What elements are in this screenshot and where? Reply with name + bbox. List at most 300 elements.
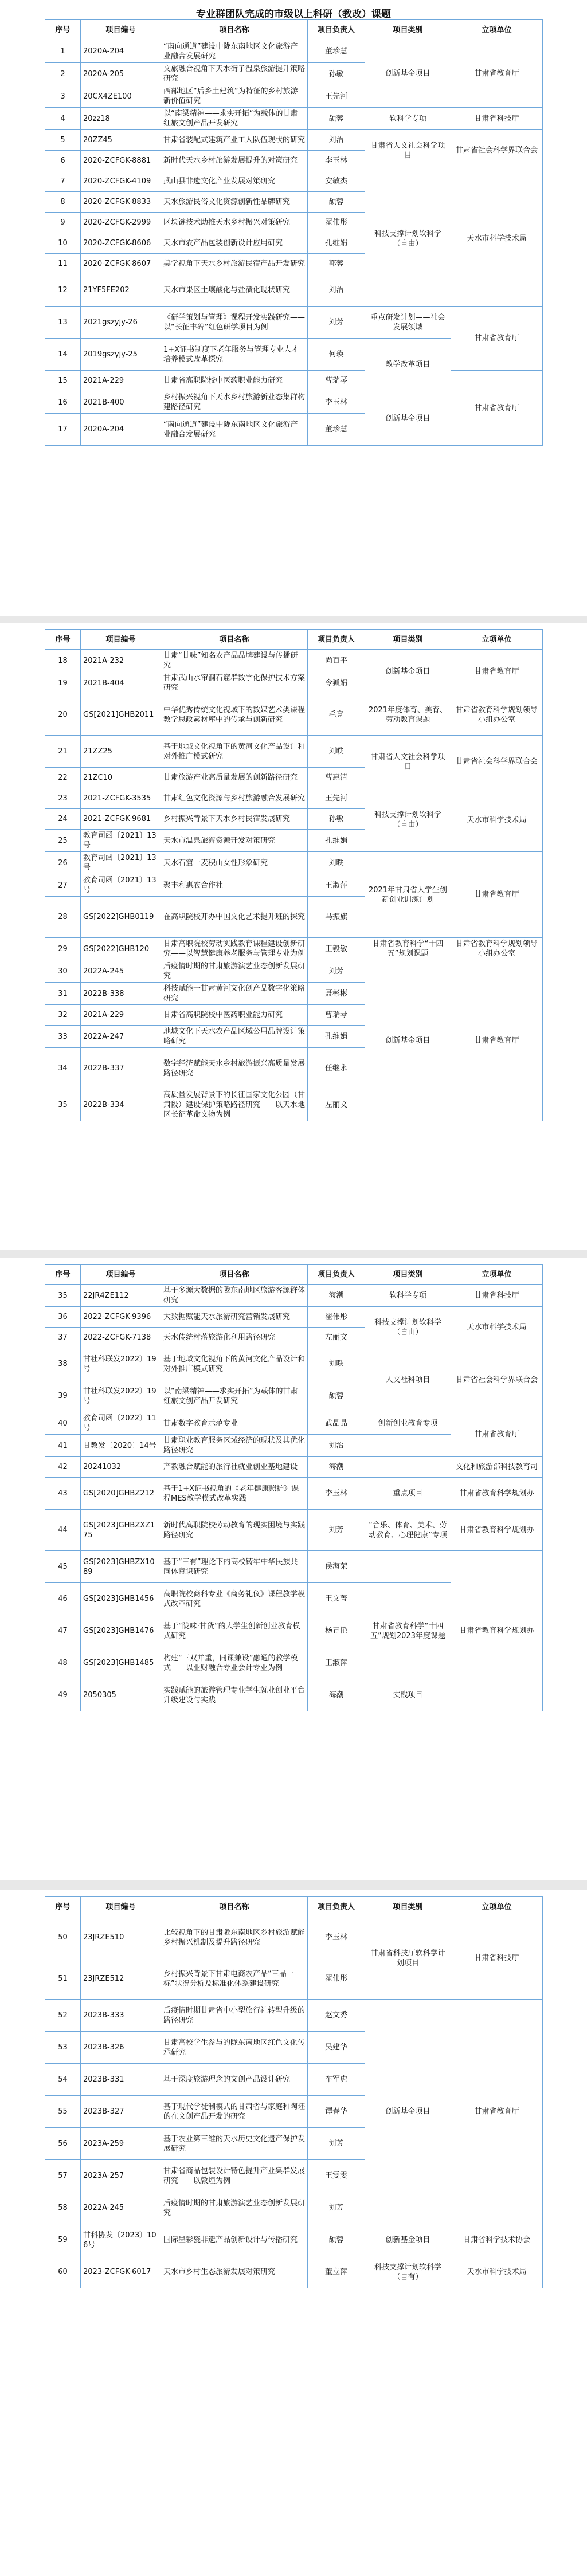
cell-name: 基于地域文化视角下的黄河文化产品设计和对外推广模式研究 (161, 1348, 308, 1380)
column-header-unit: 立项单位 (451, 1265, 543, 1285)
column-header-unit: 立项单位 (451, 1897, 543, 1917)
cell-code: 2021A-229 (81, 371, 161, 391)
cell-name: 天水石窟一麦积山女性形象研究 (161, 852, 308, 874)
cell-lead: 刘昳 (308, 852, 365, 874)
cell-code: 甘社科联发2022〕19号 (81, 1380, 161, 1412)
cell-lead: 车军虎 (308, 2064, 365, 2096)
cell-code: 甘科协发〔2023〕106号 (81, 2224, 161, 2256)
cell-lead: 孔维娟 (308, 1026, 365, 1048)
cell-code: 2021gszyjy-26 (81, 307, 161, 339)
cell-code: GS[2023]GHB1485 (81, 1647, 161, 1679)
cell-unit: 甘肃省科技厅 (451, 108, 543, 130)
cell-name: 高质量发展背景下的长征国家文化公园（甘肃段）建设保护策略路径研究——以天水地区长征革命文物为例 (161, 1089, 308, 1121)
cell-cat: 软科学专项 (365, 1285, 451, 1307)
cell-name: 中华优秀传统文化视域下的数媒艺术类课程教学思政素材库中的传承与创新研究 (161, 694, 308, 736)
cell-name: 构建“三双并重，同课兼设”融通的教学模式——以业财融合专业会计专业为例 (161, 1647, 308, 1679)
cell-lead: 刘昳 (308, 736, 365, 768)
column-header-no: 序号 (45, 1897, 81, 1917)
cell-code: 23JRZE510 (81, 1917, 161, 1958)
cell-code: 2019gszyjy-25 (81, 339, 161, 371)
cell-lead: 侯海荣 (308, 1551, 365, 1583)
table-row (45, 1551, 543, 1583)
cell-lead: 董珍慧 (308, 414, 365, 446)
cell-code: GS[2020]GHBZ212 (81, 1478, 161, 1510)
cell-code: 甘教发〔2020〕14号 (81, 1435, 161, 1457)
cell-code: 2020A-205 (81, 63, 161, 85)
cell-lead: 武晶晶 (308, 1412, 365, 1435)
cell-lead: 左丽文 (308, 1328, 365, 1348)
cell-unit: 甘肃省社会科学界联合会 (451, 1348, 543, 1412)
column-header-cat: 项目类别 (365, 1265, 451, 1285)
cell-code: 2020-ZCFGK-8881 (81, 151, 161, 171)
cell-cat: 科技支撑计划软科学（自由） (365, 788, 451, 852)
cell-lead: 赵文秀 (308, 2000, 365, 2032)
cell-lead: 颉蓉 (308, 2224, 365, 2256)
cell-cat: 重点项目 (365, 1478, 451, 1510)
cell-no: 60 (45, 2256, 81, 2288)
cell-name: 天水旅游民俗文化资源创新性品牌研究 (161, 192, 308, 213)
cell-name: 后疫情时期的甘肃旅游演艺业态创新发展研究 (161, 2192, 308, 2224)
cell-code: 2022B-334 (81, 1089, 161, 1121)
cell-no: 56 (45, 2128, 81, 2160)
project-table-page-1 (45, 19, 543, 446)
cell-code: 2021B-404 (81, 672, 161, 694)
cell-code: 2023B-327 (81, 2096, 161, 2128)
cell-code: 2023-ZCFGK-6017 (81, 2256, 161, 2288)
cell-no: 29 (45, 938, 81, 960)
cell-code: GS[2021]GHB2011 (81, 694, 161, 736)
cell-cat: 创新基金项目 (365, 2000, 451, 2224)
cell-unit: 甘肃省教育厅 (451, 650, 543, 694)
cell-name: 甘肃数字教育示范专业 (161, 1412, 308, 1435)
cell-code: 2020A-204 (81, 40, 161, 63)
cell-lead: 王先河 (308, 788, 365, 809)
cell-lead: 孙敏 (308, 809, 365, 830)
cell-code: 22JR4ZE112 (81, 1285, 161, 1307)
cell-name: 甘肃省装配式建筑产业工人队伍现状的研究 (161, 130, 308, 151)
cell-lead: 王淑萍 (308, 1647, 365, 1679)
cell-name: 比较视角下的甘肃陇东南地区乡村旅游赋能乡村振兴机制及提升路径研究 (161, 1917, 308, 1958)
column-header-unit: 立项单位 (451, 20, 543, 40)
cell-unit: 甘肃省教育科学规划办 (451, 1551, 543, 1711)
cell-unit: 甘肃省教育厅 (451, 852, 543, 938)
cell-name: 甘肃职业教育服务区域经济的现状及其优化路径研究 (161, 1435, 308, 1457)
cell-cat: 科技支撑计划软科学（自由） (365, 171, 451, 307)
cell-no: 30 (45, 960, 81, 983)
cell-no: 10 (45, 233, 81, 254)
cell-no: 39 (45, 1380, 81, 1412)
cell-cat: 创新基金项目 (365, 650, 451, 694)
cell-code: 2020-ZCFGK-8833 (81, 192, 161, 213)
cell-lead: 谭春华 (308, 2096, 365, 2128)
cell-no: 25 (45, 830, 81, 852)
column-header-lead: 项目负责人 (308, 1265, 365, 1285)
cell-lead: 刘芳 (308, 2192, 365, 2224)
table-row (45, 130, 543, 151)
table-row (45, 1412, 543, 1435)
page-gap (0, 1880, 587, 1890)
cell-cat: 科技支撑计划软科学（自有） (365, 2256, 451, 2288)
cell-no: 1 (45, 40, 81, 63)
cell-code: 21ZZ25 (81, 736, 161, 768)
table-row (45, 2256, 543, 2288)
column-header-lead: 项目负责人 (308, 630, 365, 650)
cell-code: GS[2023]GHBZX1089 (81, 1551, 161, 1583)
cell-lead: 颉蓉 (308, 192, 365, 213)
cell-name: 实践赋能的旅游管理专业学生就业创业平台升级建设与实践 (161, 1679, 308, 1711)
cell-no: 51 (45, 1958, 81, 2000)
table-header-row (45, 630, 543, 650)
table-header-row (45, 1265, 543, 1285)
cell-no: 26 (45, 852, 81, 874)
cell-no: 27 (45, 874, 81, 897)
table-row (45, 1457, 543, 1478)
cell-code: 2020-ZCFGK-8606 (81, 233, 161, 254)
cell-code: 甘社科联发2022〕19号 (81, 1348, 161, 1380)
cell-no: 43 (45, 1478, 81, 1510)
cell-code: 2022A-245 (81, 960, 161, 983)
cell-no: 19 (45, 672, 81, 694)
cell-lead: 令狐娟 (308, 672, 365, 694)
cell-code: 2022A-245 (81, 2192, 161, 2224)
column-header-name: 项目名称 (161, 1265, 308, 1285)
cell-lead: 刘芳 (308, 960, 365, 983)
cell-name: 基于农业第三维的天水历史文化遗产保护发展研究 (161, 2128, 308, 2160)
cell-no: 15 (45, 371, 81, 391)
cell-no: 41 (45, 1435, 81, 1457)
cell-cat (365, 1551, 451, 1583)
cell-no: 18 (45, 650, 81, 672)
cell-code: 2023B-326 (81, 2032, 161, 2064)
cell-name: 基于现代学徒制模式的甘肃省与家庭和陶坯的在文创产品开发的研究 (161, 2096, 308, 2128)
cell-name: 产教融合赋能的旅行社就业创业基地建设 (161, 1457, 308, 1478)
cell-lead: 翟伟彤 (308, 1307, 365, 1328)
cell-no: 28 (45, 897, 81, 938)
cell-lead: 孔维娟 (308, 830, 365, 852)
cell-cat: 人文社科项目 (365, 1348, 451, 1412)
cell-name: 聚丰利惠农合作社 (161, 874, 308, 897)
cell-no: 58 (45, 2192, 81, 2224)
cell-lead: 刘芳 (308, 2128, 365, 2160)
project-table-page-2 (45, 629, 543, 1121)
cell-unit: 天水市科学技术局 (451, 2256, 543, 2288)
cell-code: 21ZC10 (81, 768, 161, 788)
cell-code: 2023A-257 (81, 2160, 161, 2192)
cell-no: 40 (45, 1412, 81, 1435)
cell-code: 2021-ZCFGK-9681 (81, 809, 161, 830)
cell-no: 38 (45, 1348, 81, 1380)
table-row (45, 788, 543, 809)
cell-name: 天水传统村落旅游化利用路径研究 (161, 1328, 308, 1348)
cell-no: 35 (45, 1089, 81, 1121)
table-row (45, 1478, 543, 1510)
cell-name: 基于地域文化视角下的黄河文化产品设计和对外推广模式研究 (161, 736, 308, 768)
cell-no: 5 (45, 130, 81, 151)
cell-no: 53 (45, 2032, 81, 2064)
cell-code: 2022-ZCFGK-9396 (81, 1307, 161, 1328)
cell-no: 47 (45, 1615, 81, 1647)
cell-code: GS[2022]GHB0119 (81, 897, 161, 938)
cell-name: 甘肃武山水帘洞石窟群数字化保护技术方案研究 (161, 672, 308, 694)
cell-lead: 海潮 (308, 1285, 365, 1307)
cell-lead: 王文菁 (308, 1583, 365, 1615)
cell-no: 17 (45, 414, 81, 446)
table-row (45, 736, 543, 768)
cell-name: 甘肃省高职院校中医药职业能力研究 (161, 371, 308, 391)
cell-no: 20 (45, 694, 81, 736)
cell-code: 2022B-337 (81, 1048, 161, 1089)
cell-name: 后疫情时期的甘肃旅游演艺业态创新发展研究 (161, 960, 308, 983)
cell-code: 2023A-259 (81, 2128, 161, 2160)
cell-cat: 重点研发计划——社会发展领域 (365, 307, 451, 339)
cell-lead: 刘芳 (308, 1510, 365, 1551)
table-row (45, 2000, 543, 2032)
cell-name: 在高职院校开办中国文化艺术提升班的探究 (161, 897, 308, 938)
cell-cat: 2021年甘肃省大学生创新创业训练计划 (365, 852, 451, 938)
cell-name: 以“南梁精神——求实开拓”为载体的甘肃红旅文创产品开发研究 (161, 1380, 308, 1412)
cell-lead: 毛竞 (308, 694, 365, 736)
cell-code: 20zz18 (81, 108, 161, 130)
cell-lead: 翟伟彤 (308, 213, 365, 233)
cell-lead: 任继永 (308, 1048, 365, 1089)
cell-no: 3 (45, 85, 81, 108)
cell-lead: 曹瑞琴 (308, 371, 365, 391)
cell-cat: 创新基金项目 (365, 391, 451, 446)
column-header-name: 项目名称 (161, 1897, 308, 1917)
cell-no: 33 (45, 1026, 81, 1048)
table-row (45, 852, 543, 874)
cell-name: 美学视角下天水乡村旅游民宿产品开发研究 (161, 254, 308, 274)
column-header-name: 项目名称 (161, 20, 308, 40)
cell-no: 6 (45, 151, 81, 171)
cell-name: 地域文化下天水农产品区域公用品牌设计策略研究 (161, 1026, 308, 1048)
cell-lead: 曹惠清 (308, 768, 365, 788)
cell-code: 2050305 (81, 1679, 161, 1711)
cell-lead: 吴建华 (308, 2032, 365, 2064)
cell-cat: 创新基金项目 (365, 2224, 451, 2256)
column-header-cat: 项目类别 (365, 1897, 451, 1917)
cell-name: 乡村振兴背景下甘肃电商农产品“三品一标”状况分析及标准化体系建设研究 (161, 1958, 308, 2000)
cell-no: 57 (45, 2160, 81, 2192)
cell-lead: 李玉林 (308, 391, 365, 414)
cell-name: 甘肃红色文化资源与乡村旅游融合发展研究 (161, 788, 308, 809)
cell-lead: 翟伟彤 (308, 1958, 365, 2000)
cell-no: 31 (45, 983, 81, 1005)
cell-unit: 天水市科学技术局 (451, 788, 543, 852)
cell-cat (365, 1457, 451, 1478)
cell-no: 32 (45, 1005, 81, 1026)
table-row (45, 938, 543, 960)
cell-cat: 软科学专项 (365, 108, 451, 130)
cell-no: 4 (45, 108, 81, 130)
cell-unit: 甘肃省教育厅 (451, 1412, 543, 1457)
cell-code: 2020-ZCFGK-4109 (81, 171, 161, 192)
cell-name: 《研学策划与管理》课程开发实践研究——以“长征丰碑”红色研学项目为例 (161, 307, 308, 339)
cell-code: 2021A-232 (81, 650, 161, 672)
cell-name: 甘肃高职院校劳动实践教育课程建设创新研究——以智慧健康养老服务与管理专业为例 (161, 938, 308, 960)
column-header-code: 项目编号 (81, 1897, 161, 1917)
cell-no: 13 (45, 307, 81, 339)
column-header-cat: 项目类别 (365, 20, 451, 40)
cell-cat: 甘肃省教育科学“十四五”规划课题 (365, 938, 451, 960)
cell-name: “南向通道”建设中陇东南地区文化旅游产业融合发展研究 (161, 40, 308, 63)
cell-unit: 甘肃省教育科学规划领导小组办公室 (451, 694, 543, 736)
cell-no: 24 (45, 809, 81, 830)
cell-code: 教育司函〔2022〕11号 (81, 1412, 161, 1435)
cell-code: 23JRZE512 (81, 1958, 161, 2000)
cell-name: “南向通道”建设中陇东南地区文化旅游产业融合发展研究 (161, 414, 308, 446)
cell-cat: 实践项目 (365, 1679, 451, 1711)
cell-lead: 颉蓉 (308, 1380, 365, 1412)
cell-lead: 刘治 (308, 1435, 365, 1457)
cell-name: 国际墨彩瓷非遗产品创新设计与传播研究 (161, 2224, 308, 2256)
table-row (45, 171, 543, 192)
cell-code: 20ZZ45 (81, 130, 161, 151)
cell-lead: 刘治 (308, 274, 365, 307)
cell-code: 2022-ZCFGK-7138 (81, 1328, 161, 1348)
cell-unit: 甘肃省教育厅 (451, 371, 543, 446)
table-header-row (45, 20, 543, 40)
cell-unit: 文化和旅游部科技教育司 (451, 1457, 543, 1478)
cell-name: 乡村振兴视角下天水乡村旅游新业态集群构建路径研究 (161, 391, 308, 414)
cell-lead: 左丽文 (308, 1089, 365, 1121)
cell-no: 2 (45, 63, 81, 85)
cell-unit: 甘肃省教育科学规划办 (451, 1478, 543, 1510)
table-row (45, 108, 543, 130)
cell-cat: 创新基金项目 (365, 960, 451, 1121)
cell-no: 16 (45, 391, 81, 414)
cell-code: 2020A-204 (81, 414, 161, 446)
cell-name: 文旅融合视角下天水街子温泉旅游提升策略研究 (161, 63, 308, 85)
cell-name: 新时代高职院校劳动教育的现实困境与实践路径研究 (161, 1510, 308, 1551)
cell-code: 2021A-229 (81, 1005, 161, 1026)
table-row (45, 694, 543, 736)
table-row (45, 1285, 543, 1307)
cell-lead: 王毅敏 (308, 938, 365, 960)
cell-name: 武山县非遗文化产业发展对策研究 (161, 171, 308, 192)
column-header-code: 项目编号 (81, 630, 161, 650)
cell-no: 50 (45, 1917, 81, 1958)
cell-unit: 甘肃省教育厅 (451, 2000, 543, 2224)
cell-no: 36 (45, 1307, 81, 1328)
table-row (45, 371, 543, 391)
column-header-unit: 立项单位 (451, 630, 543, 650)
cell-cat (365, 1435, 451, 1457)
column-header-lead: 项目负责人 (308, 20, 365, 40)
cell-cat: 甘肃省人文社会科学项目 (365, 736, 451, 788)
table-row (45, 1307, 543, 1328)
cell-no: 55 (45, 2096, 81, 2128)
cell-lead: 李玉林 (308, 151, 365, 171)
cell-lead: 何瑛 (308, 339, 365, 371)
cell-unit: 甘肃省社会科学界联合会 (451, 130, 543, 171)
cell-cat: 创新创业教育专项 (365, 1412, 451, 1435)
cell-unit: 天水市科学技术局 (451, 171, 543, 307)
cell-code: 21YF5FE202 (81, 274, 161, 307)
cell-lead: 海潮 (308, 1679, 365, 1711)
cell-code: 20CX4ZE100 (81, 85, 161, 108)
cell-code: 2022A-247 (81, 1026, 161, 1048)
cell-code: 2022B-338 (81, 983, 161, 1005)
cell-name: 高职院校商科专业《商务礼仪》课程教学模式改革研究 (161, 1583, 308, 1615)
cell-cat: 甘肃省科技厅软科学计划项目 (365, 1917, 451, 2000)
cell-unit: 甘肃省科技厅 (451, 1285, 543, 1307)
cell-code: 教育司函〔2021〕13号 (81, 874, 161, 897)
cell-no: 9 (45, 213, 81, 233)
cell-unit: 甘肃省教育厅 (451, 960, 543, 1121)
project-table-page-4 (45, 1896, 543, 2288)
cell-name: 天水市农产品包装创新设计应用研究 (161, 233, 308, 254)
page-gap (0, 1250, 587, 1258)
cell-unit: 天水市科学技术局 (451, 1307, 543, 1348)
cell-name: 甘肃旅游产业高质量发展的创新路径研究 (161, 768, 308, 788)
cell-no: 14 (45, 339, 81, 371)
cell-lead: 李玉林 (308, 1917, 365, 1958)
table-row (45, 1510, 543, 1551)
cell-name: 基于“陇味·甘货”的大学生创新创业教育模式研究 (161, 1615, 308, 1647)
cell-cat: “音乐、体育、美术、劳动教育、心理健康”专项 (365, 1510, 451, 1551)
cell-no: 54 (45, 2064, 81, 2096)
table-row (45, 1917, 543, 1958)
column-header-lead: 项目负责人 (308, 1897, 365, 1917)
cell-code: 2021B-400 (81, 391, 161, 414)
cell-no: 12 (45, 274, 81, 307)
cell-no: 46 (45, 1583, 81, 1615)
cell-no: 8 (45, 192, 81, 213)
cell-name: 乡村振兴背景下天水乡村民宿发展研究 (161, 809, 308, 830)
cell-name: 甘肃“甘味”知名农产品品牌建设与传播研究 (161, 650, 308, 672)
cell-cat: 2021年度体育、美育、劳动教育课题 (365, 694, 451, 736)
document-title: 专业群团队完成的市级以上科研（教改）课题 (196, 9, 391, 20)
cell-no: 37 (45, 1328, 81, 1348)
cell-name: 西部地区“后乡土建筑”为特征的乡村旅游新价值研究 (161, 85, 308, 108)
column-header-no: 序号 (45, 630, 81, 650)
cell-lead: 颉蓉 (308, 108, 365, 130)
cell-lead: 王先河 (308, 85, 365, 108)
table-row (45, 960, 543, 983)
column-header-code: 项目编号 (81, 20, 161, 40)
cell-no: 52 (45, 2000, 81, 2032)
cell-no: 42 (45, 1457, 81, 1478)
cell-code: 2023B-331 (81, 2064, 161, 2096)
cell-lead: 王淑萍 (308, 874, 365, 897)
cell-lead: 刘治 (308, 130, 365, 151)
cell-lead: 马振旗 (308, 897, 365, 938)
cell-no: 7 (45, 171, 81, 192)
cell-name: 天水市乡村生态旅游发展对策研究 (161, 2256, 308, 2288)
cell-name: 基于深度旅游理念的文创产品设计研究 (161, 2064, 308, 2096)
table-row (45, 2224, 543, 2256)
cell-lead: 刘芳 (308, 307, 365, 339)
cell-code: GS[2023]GHBZXZ175 (81, 1510, 161, 1551)
column-header-no: 序号 (45, 20, 81, 40)
column-header-no: 序号 (45, 1265, 81, 1285)
cell-name: 基于“三有”理论下的高校铸牢中华民族共同体意识研究 (161, 1551, 308, 1583)
cell-lead: 海潮 (308, 1457, 365, 1478)
cell-code: 2023B-333 (81, 2000, 161, 2032)
cell-unit: 甘肃省教育科学规划办 (451, 1510, 543, 1551)
cell-cat: 教学改革项目 (365, 339, 451, 391)
cell-lead: 孔维娟 (308, 233, 365, 254)
cell-lead: 刘昳 (308, 1348, 365, 1380)
cell-no: 35 (45, 1285, 81, 1307)
column-header-name: 项目名称 (161, 630, 308, 650)
cell-no: 21 (45, 736, 81, 768)
cell-name: 甘肃省商品包装设计特色提升产业集群发展研究——以敦煌为例 (161, 2160, 308, 2192)
column-header-code: 项目编号 (81, 1265, 161, 1285)
cell-unit: 甘肃省科学技术协会 (451, 2224, 543, 2256)
cell-lead: 孙敏 (308, 63, 365, 85)
